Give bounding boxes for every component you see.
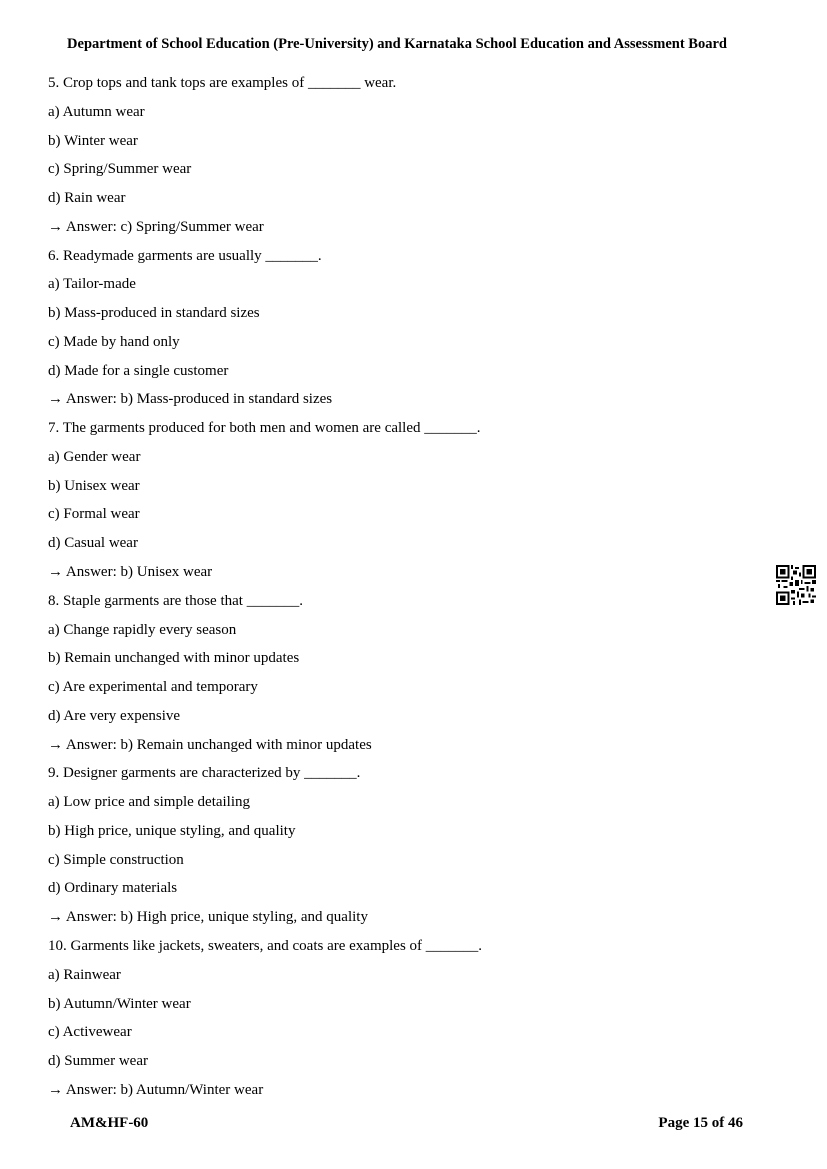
option-b: b) Unisex wear [48,477,140,494]
option-b: b) Remain unchanged with minor updates [48,650,300,667]
option-d: d) Are very expensive [48,707,181,724]
option-d: d) Ordinary materials [48,880,178,897]
option-a: a) Low price and simple detailing [48,794,251,811]
document-code: AM&HF-60 [70,1115,149,1131]
page-header: Department of School Education (Pre-University) and Karnataka School Education and Assessment Board [67,36,727,52]
answer-text: → Answer: c) Spring/Summer wear [48,218,264,235]
option-d: d) Casual wear [48,535,138,552]
option-c: c) Made by hand only [48,333,180,350]
answer-text: → Answer: b) Remain unchanged with minor updates [48,736,372,753]
answer-text: → Answer: b) High price, unique styling, and quality [48,909,368,926]
answer-text: → Answer: b) Unisex wear [48,564,213,581]
option-a: a) Rainwear [48,966,121,983]
question-list [48,71,482,1107]
question-text: 5. Crop tops and tank tops are examples of _______ wear. [48,75,397,91]
option-d: d) Rain wear [48,190,126,207]
question-block [48,934,482,1107]
option-a: a) Gender wear [48,448,141,465]
option-b: b) High price, unique styling, and quality [48,822,296,839]
option-b: b) Autumn/Winter wear [48,995,191,1012]
question-text: 7. The garments produced for both men and women are called _______. [48,420,481,437]
option-d: d) Made for a single customer [48,362,229,379]
question-block [48,589,482,762]
question-text: 8. Staple garments are those that _______. [48,592,303,609]
question-block [48,244,482,417]
question-text: 10. Garments like jackets, sweaters, and coats are examples of _______. [48,937,483,954]
option-c: c) Spring/Summer wear [48,161,192,178]
question-block [48,761,482,934]
page-number: Page 15 of 46 [658,1115,743,1131]
option-a: a) Change rapidly every season [48,621,237,638]
option-d: d) Summer wear [48,1053,148,1070]
option-b: b) Winter wear [48,132,138,149]
option-a: a) Tailor-made [48,276,136,293]
question-text: 9. Designer garments are characterized by _______. [48,765,361,782]
option-c: c) Activewear [48,1024,132,1041]
option-c: c) Are experimental and temporary [48,679,258,696]
question-block [48,416,482,589]
qr-code [776,565,816,605]
question-block [48,71,482,244]
option-b: b) Mass-produced in standard sizes [48,305,260,322]
option-c: c) Formal wear [48,506,140,523]
option-c: c) Simple construction [48,851,184,868]
option-a: a) Autumn wear [48,103,145,120]
answer-text: → Answer: b) Autumn/Winter wear [48,1081,264,1098]
answer-text: → Answer: b) Mass-produced in standard sizes [48,391,333,408]
question-text: 6. Readymade garments are usually _______. [48,247,322,264]
